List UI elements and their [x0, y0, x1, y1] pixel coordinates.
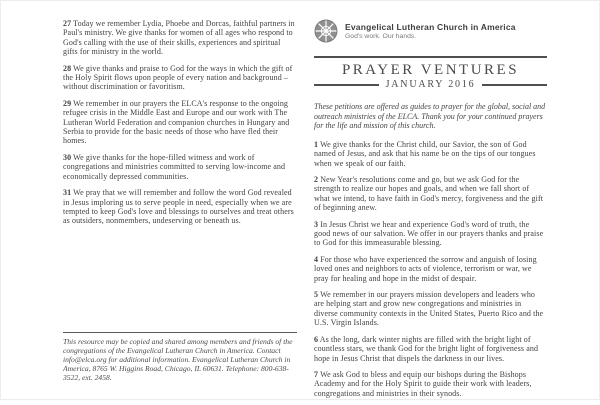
prayer-item-number: 3: [314, 219, 319, 229]
rule-left: [314, 84, 379, 86]
elca-logo-block: [314, 19, 547, 43]
prayer-item-number: 1: [314, 139, 319, 149]
prayer-item: [314, 290, 547, 328]
prayer-item: [314, 220, 547, 248]
prayer-item-number: 27: [63, 19, 72, 28]
elca-logo-text: [345, 22, 516, 41]
prayer-item-text: We remember in our prayers mission developers and leaders who are helping start and grow new congregations and ministries in diverse community contexts in the United States, Puerto Rico and the U.S. Virgin Islands.: [314, 290, 544, 328]
issue-date: JANUARY 2016: [385, 79, 476, 90]
prayer-item-text: We give thanks for the Christ child, our Savior, the son of God named of Jesus, and ask that his name be on the tips of our tongues when we speak of our faith.: [314, 139, 536, 168]
prayer-item-text: We remember in our prayers the ELCA's response to the ongoing refugee crisis in the Middle East and Europe and our work with The Lutheran World Federation and companion churches in Hungary and Serbia to provide for the basic needs of those who have fled their homes.: [63, 98, 290, 146]
prayer-item: [63, 99, 297, 146]
prayer-item: [314, 175, 547, 213]
prayer-item-number: 4: [314, 254, 319, 264]
prayer-item-number: 6: [314, 334, 319, 344]
prayer-item-text: We pray that we will remember and follow the word God revealed in Jesus imploring us to serve people in need, especially when we are tempted to keep God's love and blessings to ourselves and treat others as outsiders, nonmembers, undeserving or beneath us.: [63, 188, 294, 226]
prayer-item-text: We give thanks and praise to God for the ways in which the gift of the Holy Spirit flows upon people of every nation and background – without discrimination or favoritism.: [63, 63, 293, 92]
prayer-item-text: In Jesus Christ we hear and experience God's word of truth, the good news of our salvation. We offer in our prayers thanks and praise to God for this immeasurable blessing.: [314, 219, 544, 248]
org-name: Evangelical Lutheran Church in America: [345, 21, 516, 32]
copyright-note: This resource may be copied and shared among members and friends of the congregations of the Evangelical Lutheran Church in America. Contact info@elca.org for additional information. Evangelical Lutheran Church in America, 8765 W. Higgins Road, Chicago, IL 60631. Telephone: 800-638-3522, ext. 2458.: [63, 332, 297, 382]
prayer-item-text: New Year's resolutions come and go, but we ask God for the strength to realize our hopes and goals, and when we fall short of what we intend, to have faith in God's mercy, forgiveness and the gift of beginning anew.: [314, 175, 544, 213]
intro-note: These petitions are offered as guides to prayer for the global, social and outreach ministries of the ELCA. Thank you for your continued prayers for the life and mission of this church.: [314, 102, 546, 131]
elca-globe-cross-icon: [314, 19, 338, 43]
prayer-item-number: 28: [63, 63, 72, 73]
prayer-item: [314, 140, 547, 168]
prayer-item: [63, 19, 297, 57]
prayer-item-text: As the long, dark winter nights are filled with the bright light of countless stars, we thank God for the bright light of forgiveness and hope in Jesus Christ that dispels the darkness in our lives.: [314, 334, 539, 363]
prayer-item-text: Today we remember Lydia, Phoebe and Dorcas, faithful partners in Paul's ministry. We give thanks for women of all ages who respond to God's calling with the use of their skills, experiences and spiritual gifts for ministry in the world.: [63, 19, 295, 57]
rule-right: [482, 84, 547, 86]
prayer-item: [314, 335, 547, 363]
prayer-item-text: For those who have experienced the sorrow and anguish of losing loved ones and neighbors to acts of violence, terrorism or war, we pray for healing and hope in the midst of despair.: [314, 254, 537, 283]
masthead: [314, 56, 547, 91]
prayer-item-text: We give thanks for the hope-filled witness and work of congregations and ministries committed to serving low-income and economically depressed communities.: [63, 152, 286, 181]
prayer-item-number: 7: [314, 369, 319, 379]
issue-date-row: [314, 79, 547, 91]
prayer-item-number: 30: [63, 152, 72, 162]
page-title: PRAYER VENTURES: [341, 62, 520, 78]
prayer-item-number: 2: [314, 175, 319, 184]
org-tagline: God's work. Our hands.: [345, 32, 417, 40]
prayer-item-text: We ask God to bless and equip our bishops during the Bishops Academy and for the Holy Spirit to guide their work with leaders, congregations and ministries in their synods.: [314, 369, 532, 398]
prayer-item-number: 29: [63, 98, 72, 108]
prayer-item-number: 31: [63, 188, 72, 198]
prayer-item: [63, 153, 297, 181]
prayer-item: [314, 370, 547, 398]
prayer-item: [314, 255, 547, 283]
prayer-item: [63, 188, 297, 226]
left-column: [63, 19, 297, 233]
prayer-item: [63, 64, 297, 92]
prayer-item-number: 5: [314, 290, 319, 300]
right-column: [314, 19, 547, 405]
